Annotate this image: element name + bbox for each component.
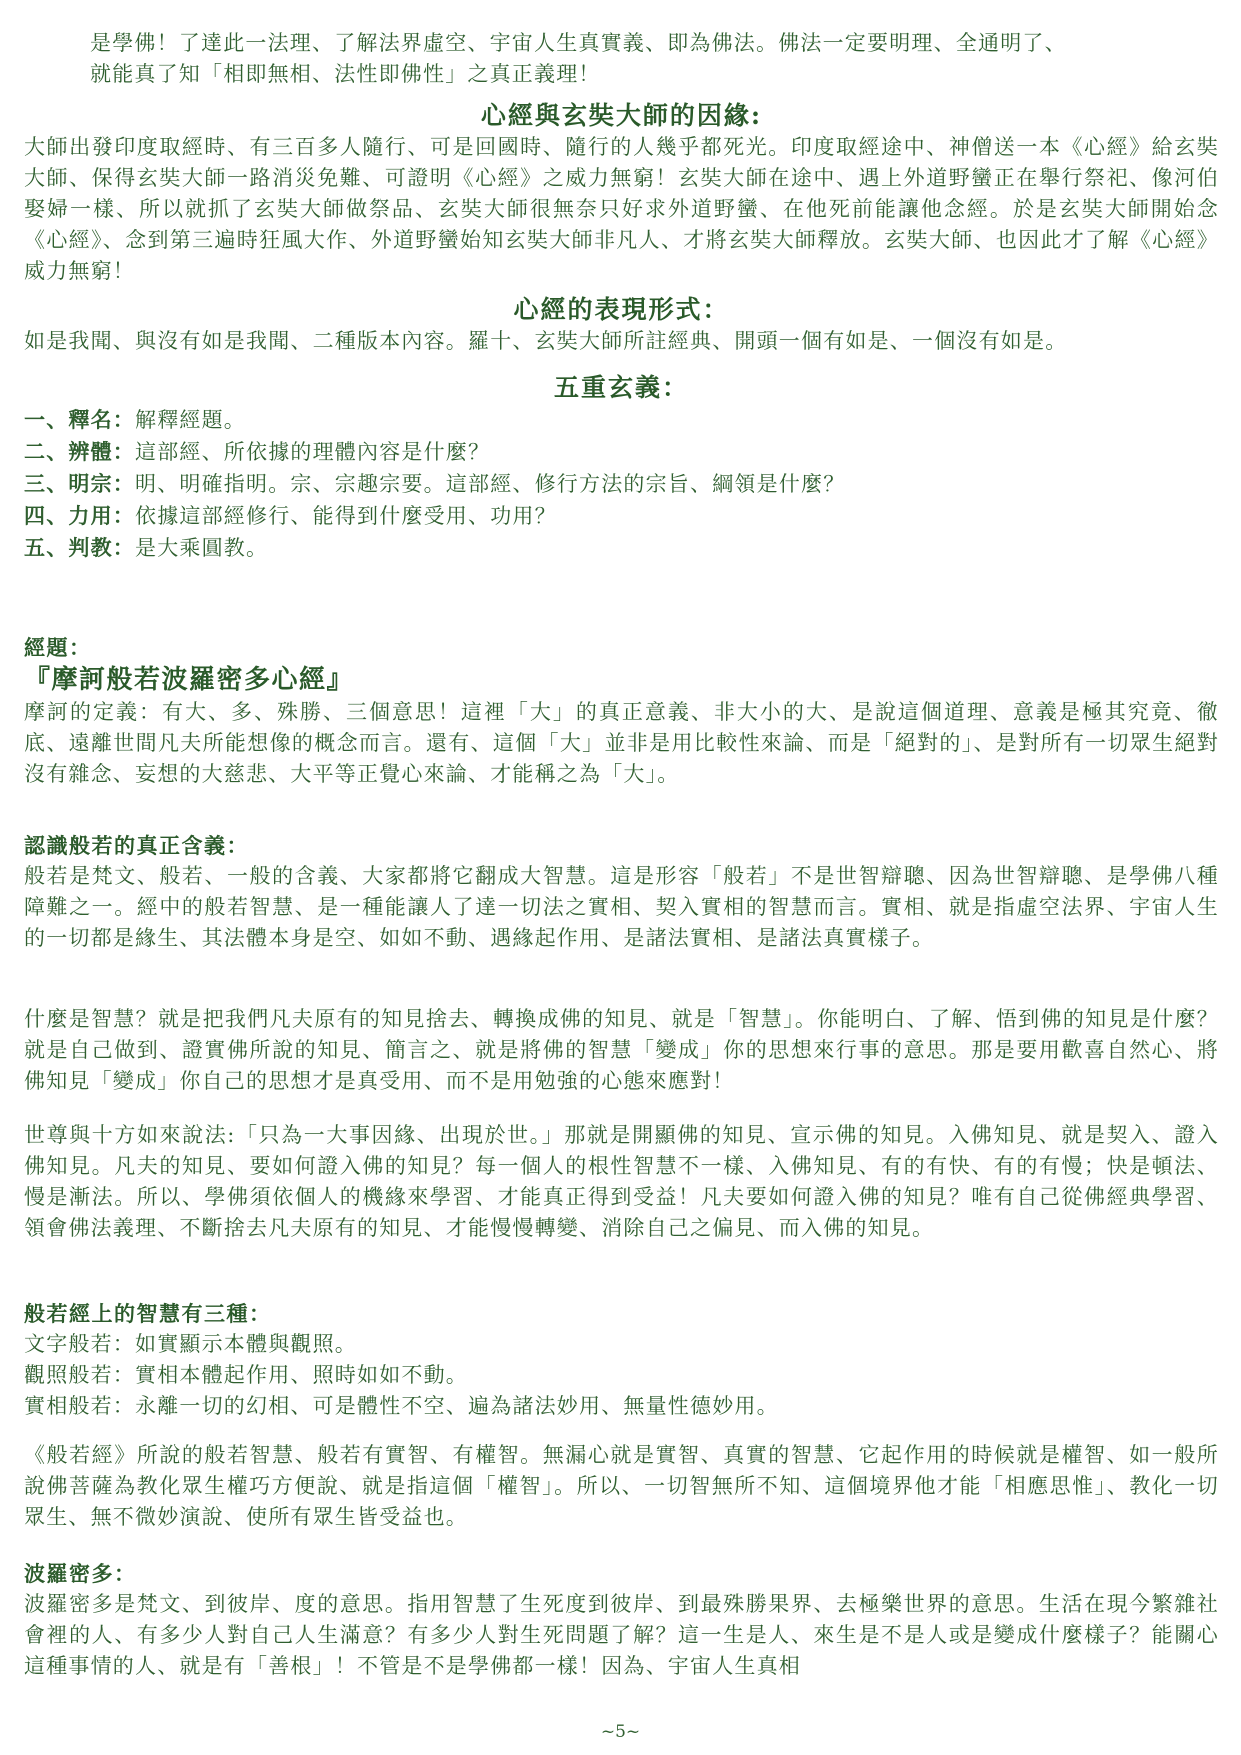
- section-title: 心經的表現形式：: [513, 295, 730, 324]
- section-five-profound: [24, 372, 1219, 564]
- list-item: 四、力用：依據這部經修行、能得到什麼受用、功用？: [24, 503, 557, 528]
- section-title: 心經與玄奘大師的因緣:: [480, 101, 763, 130]
- list-item: 二、辨體：這部經、所依據的理體內容是什麼？: [24, 439, 491, 464]
- section-forms: [24, 294, 1219, 357]
- section-prajna: [24, 830, 1219, 954]
- intro-paragraph: [90, 28, 1200, 90]
- page-number: ~5~: [600, 1722, 641, 1742]
- section-prajna-wisdom: [24, 1004, 1219, 1097]
- section-paragraph: 《般若經》所說的般若智慧、般若有實智、有權智。無漏心就是實智、真實的智慧、它起作用的時候就是權智、如一般所說佛菩薩為教化眾生權巧方便說、就是指這個「權智」。所以、一切智無所不知、這個境界他才能「相應思惟」、教化一切眾生、無不微妙演說、使所有眾生皆受益也。: [24, 1443, 1219, 1529]
- section-paragraph: 世尊與十方如來說法:「只為一大事因緣、出現於世。」那就是開顯佛的知見、宣示佛的知見。入佛知見、就是契入、證入佛知見。凡夫的知見、要如何證入佛的知見？每一個人的根性智慧不一樣、入佛知見、有的有快、有的有慢；快是頓法、慢是漸法。所以、學佛須依個人的機緣來學習、才能真正得到受益！凡夫要如何證入佛的知見？唯有自己從佛經典學習、領會佛法義理、不斷捨去凡夫原有的知見、才能慢慢轉變、消除自己之偏見、而入佛的知見。: [24, 1123, 1219, 1240]
- section-paragraph: 波羅密多是梵文、到彼岸、度的意思。指用智慧了生死度到彼岸、到最殊勝果界、去極樂世界的意思。生活在現今繁雜社會裡的人、有多少人對自己人生滿意？有多少人對生死問題了解？這一生是人、來生是不是人或是變成什麼樣子？能關心這種事情的人、就是有「善根」！不管是不是學佛都一樣！因為、宇宙人生真相: [24, 1592, 1219, 1678]
- list-item: 觀照般若：實相本體起作用、照時如如不動。: [24, 1363, 468, 1387]
- sutra-name: 『摩訶般若波羅密多心經』: [24, 665, 355, 695]
- section-label: 般若經上的智慧有三種：: [24, 1301, 272, 1326]
- intro-line: 是學佛！了達此一法理、了解法界虛空、宇宙人生真實義、即為佛法。佛法一定要明理、全通明了、: [90, 31, 1067, 55]
- section-title: 五重玄義：: [553, 373, 689, 402]
- section-paragraph: 什麼是智慧？就是把我們凡夫原有的知見捨去、轉換成佛的知見、就是「智慧」。你能明白、了解、悟到佛的知見是什麼？就是自己做到、證實佛所說的知見、簡言之、就是將佛的智慧「變成」你的思想來行事的意思。那是要用歡喜自然心、將佛知見「變成」你自己的思想才是真受用、而不是用勉強的心態來應對！: [24, 1007, 1219, 1093]
- list-item: 一、釋名：解釋經題。: [24, 407, 246, 432]
- list-item: 五、判教：是大乘圓教。: [24, 535, 269, 560]
- section-paramita: [24, 1558, 1219, 1682]
- section-label: 經題：: [24, 635, 92, 660]
- section-real-expedient: [24, 1440, 1219, 1533]
- list-item: 三、明宗：明、明確指明。宗、宗趣宗要。這部經、修行方法的宗旨、綱領是什麼？: [24, 471, 846, 496]
- section-three-prajna: [24, 1298, 1219, 1422]
- list-item: 文字般若：如實顯示本體與觀照。: [24, 1332, 357, 1356]
- section-label: 認識般若的真正含義：: [24, 833, 249, 858]
- list-item: 實相般若：永離一切的幻相、可是體性不空、遍為諸法妙用、無量性德妙用。: [24, 1394, 779, 1418]
- section-paragraph: 如是我聞、與沒有如是我聞、二種版本內容。羅十、玄奘大師所註經典、開頭一個有如是、一個沒有如是。: [24, 329, 1068, 353]
- section-heart-sutra-xuanzang: [24, 100, 1219, 287]
- section-label: 波羅密多：: [24, 1561, 137, 1586]
- section-prajna-buddha-view: [24, 1120, 1219, 1244]
- section-paragraph: 摩訶的定義：有大、多、殊勝、三個意思！這裡「大」的真正意義、非大小的大、是說這個道理、意義是極其究竟、徹底、遠離世間凡夫所能想像的概念而言。還有、這個「大」並非是用比較性來論、而是「絕對的」、是對所有一切眾生絕對沒有雜念、妄想的大慈悲、大平等正覺心來論、才能稱之為「大」。: [24, 700, 1219, 786]
- intro-line: 就能真了知「相即無相、法性即佛性」之真正義理！: [90, 62, 601, 86]
- section-paragraph: 大師出發印度取經時、有三百多人隨行、可是回國時、隨行的人幾乎都死光。印度取經途中、神僧送一本《心經》給玄奘大師、保得玄奘大師一路消災免難、可證明《心經》之威力無窮！玄奘大師在途中、遇上外道野蠻正在舉行祭祀、像河伯娶婦一樣、所以就抓了玄奘大師做祭品、玄奘大師很無奈只好求外道野蠻、在他死前能讓他念經。於是玄奘大師開始念《心經》、念到第三遍時狂風大作、外道野蠻始知玄奘大師非凡人、才將玄奘大師釋放。玄奘大師、也因此才了解《心經》威力無窮！: [24, 135, 1219, 283]
- section-paragraph: 般若是梵文、般若、一般的含義、大家都將它翻成大智慧。這是形容「般若」不是世智辯聰、因為世智辯聰、是學佛八種障難之一。經中的般若智慧、是一種能讓人了達一切法之實相、契入實相的智慧而言。實相、就是指虛空法界、宇宙人生的一切都是緣生、其法體本身是空、如如不動、遇緣起作用、是諸法實相、是諸法真實樣子。: [24, 864, 1219, 950]
- section-sutra-title: [24, 632, 1219, 790]
